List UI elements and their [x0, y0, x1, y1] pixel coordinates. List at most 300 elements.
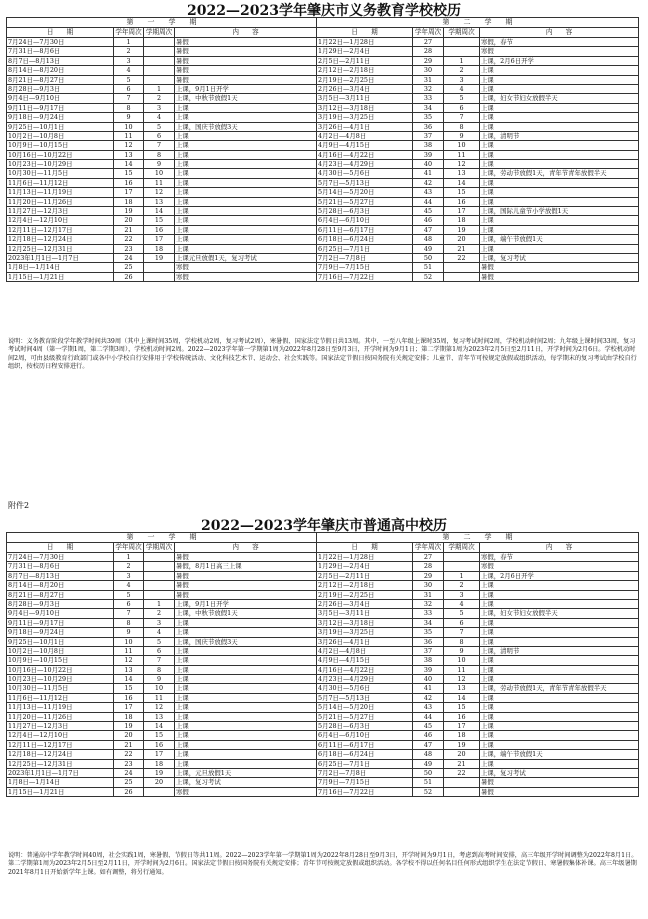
content-cell: 上课	[480, 590, 639, 599]
date-cell: 11月20日—11月26日	[7, 712, 114, 721]
date-cell: 12月25日—12月31日	[7, 759, 114, 768]
year-week-cell: 39	[413, 665, 444, 674]
table-row	[7, 56, 639, 65]
date-cell: 6月25日—7月1日	[317, 244, 413, 253]
semester-week-cell: 12	[144, 188, 175, 197]
table-row	[7, 628, 639, 637]
table-row	[7, 38, 639, 47]
semester-week-cell: 3	[444, 590, 480, 599]
table-row	[7, 216, 639, 225]
year-week-cell: 49	[413, 759, 444, 768]
table-row	[7, 131, 639, 140]
date-cell: 2月5日—2月11日	[317, 571, 413, 580]
content-cell: 暑假	[175, 38, 317, 47]
table-row	[7, 253, 639, 262]
content-cell: 上课	[480, 703, 639, 712]
date-cell: 9月4日—9月10日	[7, 609, 114, 618]
date-cell: 5月7日—5月13日	[317, 178, 413, 187]
year-week-cell: 41	[413, 684, 444, 693]
year-week-cell: 13	[114, 665, 144, 674]
col-semester-week: 学期周次	[444, 543, 480, 553]
table-row	[7, 684, 639, 693]
date-cell: 2月5日—2月11日	[317, 56, 413, 65]
semester-week-cell: 4	[444, 599, 480, 608]
content-cell: 上课，劳动节放假1天，青年节青年放假半天	[480, 684, 639, 693]
date-cell: 9月18日—9月24日	[7, 113, 114, 122]
date-cell: 8月28日—9月3日	[7, 599, 114, 608]
year-week-cell: 3	[114, 56, 144, 65]
date-cell: 9月25日—10月1日	[7, 637, 114, 646]
date-cell: 7月9日—7月15日	[317, 263, 413, 272]
semester-week-cell: 6	[144, 646, 175, 655]
date-cell: 2月19日—2月25日	[317, 590, 413, 599]
semester-week-cell: 14	[144, 722, 175, 731]
date-cell: 3月26日—4月1日	[317, 122, 413, 131]
content-cell: 寒假	[175, 272, 317, 281]
content-cell: 上课	[480, 628, 639, 637]
col-semester-week: 学期周次	[144, 543, 175, 553]
date-cell: 12月4日—12月10日	[7, 731, 114, 740]
content-cell: 上课	[175, 207, 317, 216]
table-row	[7, 178, 639, 187]
semester-week-cell: 18	[144, 244, 175, 253]
content-cell: 暑假，8月1日高三上课	[175, 562, 317, 571]
date-cell: 11月13日—11月19日	[7, 188, 114, 197]
year-week-cell: 10	[114, 122, 144, 131]
semester-week-cell: 21	[444, 759, 480, 768]
semester-week-cell: 18	[444, 216, 480, 225]
content-cell: 上课	[480, 225, 639, 234]
date-cell: 2月12日—2月18日	[317, 581, 413, 590]
semester-two-header: 第 二 学 期	[317, 533, 639, 543]
year-week-cell: 42	[413, 693, 444, 702]
table-row	[7, 618, 639, 627]
year-week-cell: 10	[114, 637, 144, 646]
year-week-cell: 33	[413, 94, 444, 103]
semester-week-cell: 4	[144, 628, 175, 637]
semester-week-cell: 11	[144, 693, 175, 702]
table-row	[7, 590, 639, 599]
semester-week-cell: 4	[144, 113, 175, 122]
table-row	[7, 553, 639, 562]
date-cell: 9月11日—9月17日	[7, 103, 114, 112]
semester-week-cell	[144, 562, 175, 571]
content-cell: 上课	[480, 216, 639, 225]
table-row	[7, 646, 639, 655]
date-cell: 4月9日—4月15日	[317, 141, 413, 150]
table-row	[7, 750, 639, 759]
table-row	[7, 787, 639, 796]
date-cell: 8月28日—9月3日	[7, 84, 114, 93]
year-week-cell: 4	[114, 581, 144, 590]
content-cell: 上课，9月1日开学	[175, 599, 317, 608]
content-cell: 上课	[480, 731, 639, 740]
date-cell: 1月29日—2月4日	[317, 47, 413, 56]
content-cell: 上课	[175, 160, 317, 169]
date-cell: 7月24日—7月30日	[7, 553, 114, 562]
date-cell: 7月16日—7月22日	[317, 272, 413, 281]
year-week-cell: 20	[114, 731, 144, 740]
semester-week-cell: 20	[144, 778, 175, 787]
year-week-cell: 29	[413, 56, 444, 65]
content-cell: 寒假	[480, 562, 639, 571]
content-cell: 暑假	[175, 47, 317, 56]
date-cell: 6月11日—6月17日	[317, 740, 413, 749]
date-cell: 12月4日—12月10日	[7, 216, 114, 225]
date-cell: 9月18日—9月24日	[7, 628, 114, 637]
year-week-cell: 24	[114, 253, 144, 262]
content-cell: 上课，劳动节放假1天，青年节青年放假半天	[480, 169, 639, 178]
year-week-cell: 5	[114, 75, 144, 84]
date-cell: 1月22日—1月28日	[317, 553, 413, 562]
date-cell: 1月22日—1月28日	[317, 38, 413, 47]
content-cell: 上课	[175, 628, 317, 637]
col-date: 日 期	[317, 28, 413, 38]
content-cell: 上课	[175, 188, 317, 197]
year-week-cell: 12	[114, 141, 144, 150]
year-week-cell: 42	[413, 178, 444, 187]
date-cell: 7月31日—8月6日	[7, 562, 114, 571]
content-cell: 上课	[175, 216, 317, 225]
year-week-cell: 26	[114, 787, 144, 796]
table-row	[7, 571, 639, 580]
col-year-week: 学年周次	[115, 543, 142, 552]
table-row	[7, 740, 639, 749]
semester-week-cell: 9	[444, 646, 480, 655]
content-cell: 上课	[175, 141, 317, 150]
date-cell: 9月11日—9月17日	[7, 618, 114, 627]
date-cell: 5月14日—5月20日	[317, 188, 413, 197]
table-row	[7, 562, 639, 571]
semester-week-cell: 10	[444, 656, 480, 665]
year-week-cell: 47	[413, 740, 444, 749]
content-cell: 上课，2月6日开学	[480, 56, 639, 65]
semester-week-cell: 6	[444, 618, 480, 627]
semester-week-cell: 13	[444, 684, 480, 693]
year-week-cell: 37	[413, 646, 444, 655]
year-week-cell: 44	[413, 712, 444, 721]
semester-week-cell: 11	[444, 665, 480, 674]
date-cell: 7月31日—8月6日	[7, 47, 114, 56]
content-cell: 暑假	[175, 66, 317, 75]
semester-week-cell: 6	[444, 103, 480, 112]
content-cell: 上课	[480, 178, 639, 187]
year-week-cell: 19	[114, 207, 144, 216]
year-week-cell: 13	[114, 150, 144, 159]
date-cell: 11月6日—11月12日	[7, 693, 114, 702]
content-cell: 上课	[175, 703, 317, 712]
semester-week-cell	[144, 66, 175, 75]
date-cell: 11月20日—11月26日	[7, 197, 114, 206]
calendar-table	[6, 532, 639, 797]
content-cell: 上课	[480, 197, 639, 206]
semester-week-cell	[444, 778, 480, 787]
date-cell: 4月2日—4月8日	[317, 131, 413, 140]
date-cell: 4月23日—4月29日	[317, 160, 413, 169]
date-cell: 1月8日—1月14日	[7, 778, 114, 787]
semester-week-cell: 7	[444, 628, 480, 637]
content-cell: 上课，端午节放假1天	[480, 235, 639, 244]
year-week-cell: 47	[413, 225, 444, 234]
year-week-cell: 28	[413, 562, 444, 571]
year-week-cell: 31	[413, 590, 444, 599]
date-cell: 12月25日—12月31日	[7, 244, 114, 253]
year-week-cell: 23	[114, 759, 144, 768]
semester-week-cell: 1	[144, 84, 175, 93]
content-cell: 上课	[175, 225, 317, 234]
year-week-cell: 22	[114, 235, 144, 244]
table-row	[7, 169, 639, 178]
content-cell: 寒假，春节	[480, 38, 639, 47]
semester-week-cell: 7	[144, 656, 175, 665]
semester-week-cell: 19	[144, 768, 175, 777]
date-cell: 5月28日—6月3日	[317, 722, 413, 731]
year-week-cell: 14	[114, 160, 144, 169]
semester-week-cell: 15	[144, 731, 175, 740]
year-week-cell: 52	[413, 272, 444, 281]
date-cell: 1月8日—1月14日	[7, 263, 114, 272]
year-week-cell: 44	[413, 197, 444, 206]
semester-week-cell: 2	[444, 66, 480, 75]
content-cell: 上课	[175, 684, 317, 693]
date-cell: 4月16日—4月22日	[317, 665, 413, 674]
year-week-cell: 5	[114, 590, 144, 599]
year-week-cell: 35	[413, 113, 444, 122]
semester-week-cell: 13	[444, 169, 480, 178]
year-week-cell: 52	[413, 787, 444, 796]
date-cell: 1月15日—1月21日	[7, 272, 114, 281]
table-row	[7, 759, 639, 768]
semester-week-cell: 4	[444, 84, 480, 93]
content-cell: 暑假	[480, 787, 639, 796]
date-cell: 4月9日—4月15日	[317, 656, 413, 665]
year-week-cell: 45	[413, 207, 444, 216]
semester-week-cell: 3	[144, 618, 175, 627]
content-cell: 上课，端午节放假1天	[480, 750, 639, 759]
content-cell: 上课	[175, 656, 317, 665]
col-year-week: 学年周次	[413, 28, 444, 38]
date-cell: 8月14日—8月20日	[7, 66, 114, 75]
table-row	[7, 609, 639, 618]
date-cell: 4月23日—4月29日	[317, 675, 413, 684]
semester-week-cell	[144, 571, 175, 580]
date-cell: 2月26日—3月4日	[317, 599, 413, 608]
year-week-cell: 31	[413, 75, 444, 84]
semester-week-cell: 1	[444, 56, 480, 65]
date-cell: 6月4日—6月10日	[317, 216, 413, 225]
content-cell: 上课	[175, 197, 317, 206]
content-cell: 上课，清明节	[480, 131, 639, 140]
date-cell: 7月24日—7月30日	[7, 38, 114, 47]
year-week-cell: 23	[114, 244, 144, 253]
col-date: 日 期	[7, 543, 114, 553]
date-cell: 12月11日—12月17日	[7, 225, 114, 234]
table-row	[7, 197, 639, 206]
content-cell: 上课	[480, 141, 639, 150]
table-row	[7, 722, 639, 731]
content-cell: 上课	[480, 740, 639, 749]
semester-week-cell: 13	[144, 197, 175, 206]
content-cell: 上课	[480, 150, 639, 159]
date-cell: 6月4日—6月10日	[317, 731, 413, 740]
year-week-cell: 35	[413, 628, 444, 637]
content-cell: 上课，元旦放假1天	[175, 768, 317, 777]
date-cell: 7月16日—7月22日	[317, 787, 413, 796]
date-cell: 10月16日—10月22日	[7, 665, 114, 674]
attachment-label: 附件2	[8, 501, 30, 510]
year-week-cell: 18	[114, 712, 144, 721]
content-cell: 暑假	[175, 571, 317, 580]
content-cell: 暑假	[175, 56, 317, 65]
table-row	[7, 207, 639, 216]
content-cell: 暑假	[175, 581, 317, 590]
year-week-cell: 11	[114, 131, 144, 140]
year-week-cell: 8	[114, 103, 144, 112]
year-week-cell: 28	[413, 47, 444, 56]
content-cell: 上课，中秋节放假1天	[175, 609, 317, 618]
semester-week-cell: 16	[144, 225, 175, 234]
table-row	[7, 768, 639, 777]
date-cell: 6月18日—6月24日	[317, 750, 413, 759]
year-week-cell: 7	[114, 94, 144, 103]
semester-week-cell: 6	[144, 131, 175, 140]
year-week-cell: 51	[413, 263, 444, 272]
content-cell: 上课，复习考试	[480, 253, 639, 262]
page-title: 2022—2023学年肇庆市义务教育学校校历	[187, 3, 461, 19]
date-cell: 2023年1月1日—1月7日	[7, 253, 114, 262]
semester-week-cell: 14	[444, 693, 480, 702]
content-cell: 上课	[175, 235, 317, 244]
semester-week-cell	[444, 38, 480, 47]
table-row	[7, 712, 639, 721]
table-row	[7, 778, 639, 787]
content-cell: 上课	[480, 665, 639, 674]
semester-week-cell: 17	[444, 722, 480, 731]
date-cell: 6月11日—6月17日	[317, 225, 413, 234]
year-week-cell: 14	[114, 675, 144, 684]
semester-week-cell: 8	[444, 122, 480, 131]
semester-week-cell: 16	[444, 197, 480, 206]
content-cell: 上课，清明节	[480, 646, 639, 655]
date-cell: 3月19日—3月25日	[317, 113, 413, 122]
date-cell: 10月2日—10月8日	[7, 131, 114, 140]
year-week-cell: 32	[413, 599, 444, 608]
semester-week-cell	[144, 263, 175, 272]
content-cell: 上课，2月6日开学	[480, 571, 639, 580]
content-cell: 上课	[175, 750, 317, 759]
year-week-cell: 48	[413, 235, 444, 244]
content-cell: 上课	[480, 599, 639, 608]
table-row	[7, 665, 639, 674]
semester-week-cell: 2	[144, 94, 175, 103]
calendar-note: 说明：义务教育阶段学年教学时间共39周（其中上课时间35周，学校机动2周，复习考试2周），寒暑假、国家法定节假日共13周。其中，一至八年级上课时35周，复习考试时间2周，学校机动时间2周；九年级上课时间33周，复习考试时间4周（第一学期1周，第二学期3周），学校机动时间2周。2022—2023学年第一学期第1周为2022年8月28日至9月3日，开学时间为9月1日；第二学期第1周为2023年2月5日至2月11日，开学时间为2月6日。学校机动时间2周，可由县级教育行政部门或各中小学校自行安排用于学校传统活动、文化科技艺术节、运动会、社会实践等。国家法定节假日按国务院有关规定安排；儿童节、青年节可按规定放假或组织活动，每学期末的复习考试由学校自行组织，按校历日程安排进行。	[8, 338, 637, 371]
semester-week-cell	[444, 553, 480, 562]
table-row	[7, 675, 639, 684]
year-week-cell: 11	[114, 646, 144, 655]
date-cell: 12月18日—12月24日	[7, 750, 114, 759]
semester-week-cell: 2	[144, 609, 175, 618]
table-row	[7, 656, 639, 665]
semester-week-cell: 16	[144, 740, 175, 749]
semester-week-cell: 16	[444, 712, 480, 721]
date-cell: 9月25日—10月1日	[7, 122, 114, 131]
year-week-cell: 1	[114, 553, 144, 562]
semester-week-cell: 20	[444, 750, 480, 759]
semester-week-cell: 3	[144, 103, 175, 112]
page-title: 2022—2023学年肇庆市普通高中校历	[201, 518, 447, 534]
table-row	[7, 141, 639, 150]
date-cell: 4月2日—4月8日	[317, 646, 413, 655]
semester-week-cell: 7	[144, 141, 175, 150]
semester-week-cell: 8	[444, 637, 480, 646]
semester-week-cell: 19	[444, 740, 480, 749]
semester-week-cell	[144, 38, 175, 47]
year-week-cell: 18	[114, 197, 144, 206]
col-date: 日 期	[7, 28, 114, 38]
year-week-cell: 36	[413, 637, 444, 646]
content-cell: 上课	[480, 759, 639, 768]
semester-week-cell: 11	[444, 150, 480, 159]
date-cell: 1月29日—2月4日	[317, 562, 413, 571]
semester-week-cell: 5	[144, 637, 175, 646]
date-cell: 4月30日—5月6日	[317, 684, 413, 693]
semester-week-cell: 17	[444, 207, 480, 216]
date-cell: 6月18日—6月24日	[317, 235, 413, 244]
content-cell: 上课	[480, 122, 639, 131]
col-year-week: 学年周次	[413, 543, 444, 553]
content-cell: 上课	[480, 722, 639, 731]
content-cell: 上课	[480, 75, 639, 84]
date-cell: 10月30日—11月5日	[7, 169, 114, 178]
content-cell: 暑假	[175, 553, 317, 562]
col-date: 日 期	[317, 543, 413, 553]
semester-week-cell: 18	[144, 759, 175, 768]
date-cell: 7月9日—7月15日	[317, 778, 413, 787]
semester-week-cell	[444, 562, 480, 571]
date-cell: 1月15日—1月21日	[7, 787, 114, 796]
col-content: 内 容	[175, 543, 317, 553]
table-row	[7, 103, 639, 112]
year-week-cell: 43	[413, 188, 444, 197]
year-week-cell: 34	[413, 618, 444, 627]
date-cell: 5月21日—5月27日	[317, 712, 413, 721]
content-cell: 上课	[175, 712, 317, 721]
semester-week-cell: 12	[444, 160, 480, 169]
content-cell: 上课	[480, 637, 639, 646]
col-year-week: 学年周次	[115, 28, 142, 37]
semester-week-cell: 5	[444, 94, 480, 103]
year-week-cell: 30	[413, 66, 444, 75]
table-row	[7, 599, 639, 608]
content-cell: 上课	[175, 113, 317, 122]
semester-week-cell: 2	[444, 581, 480, 590]
content-cell: 上课	[175, 103, 317, 112]
semester-week-cell: 10	[144, 169, 175, 178]
date-cell: 11月27日—12月3日	[7, 207, 114, 216]
col-content: 内 容	[480, 28, 639, 38]
content-cell: 上课	[175, 244, 317, 253]
content-cell: 上课，9月1日开学	[175, 84, 317, 93]
table-row	[7, 84, 639, 93]
date-cell: 4月30日—5月6日	[317, 169, 413, 178]
table-row	[7, 731, 639, 740]
semester-week-cell	[444, 47, 480, 56]
date-cell: 10月30日—11月5日	[7, 684, 114, 693]
year-week-cell: 33	[413, 609, 444, 618]
content-cell: 上课	[175, 169, 317, 178]
date-cell: 7月2日—7月8日	[317, 768, 413, 777]
table-row	[7, 66, 639, 75]
